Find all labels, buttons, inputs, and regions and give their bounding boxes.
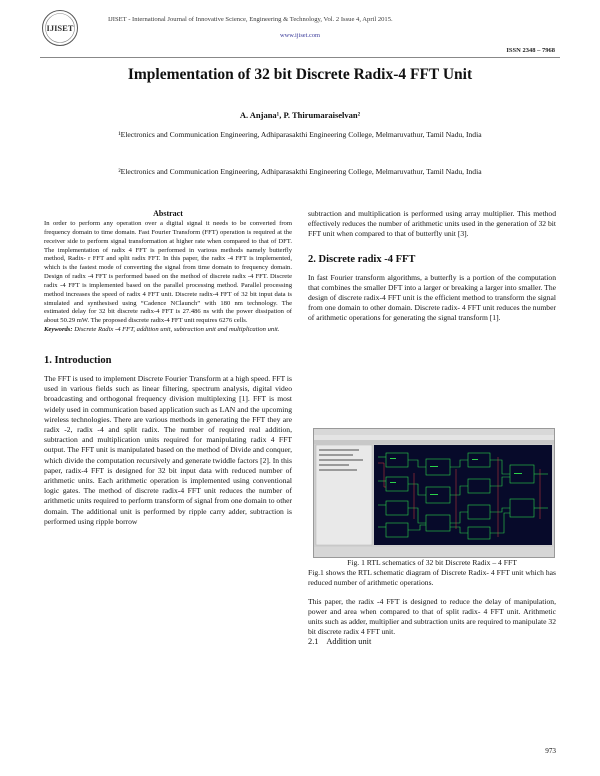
- intro-heading: 1. Introduction: [44, 354, 112, 366]
- abstract-text: In order to perform any operation over a digital signal it needs to be converted from frequency domain to time domain. Fast Fourier Transform (FFT) operation is required at the receiver side to perform signal transformation at higher rate when compared to that of DFT. The implementation of radix 4 FFT is performed in various methods namely butterfly method, Radix- r FFT and split radix FFT. In this paper, the radix -4 FFT is implemented, which is the fastest mode of converting the signal from time domain to frequency domain. Design of radix -4 FFT is performed based on the method of discrete radix -4 FFT. Discrete radix -4 FFT is implemented based on the parallel processing method. Parallel processing method increases the speed of radix 4 FFT unit. Discrete radix-4 FFT of 32 bit input data is simulated and synthesised using “Cadence NClaunch” with 180 nm technology. The estimated delay for 32 bit discrete radix-4 FFT is 27.486 ns with the power dissipation of about 50.29 mW. The proposed discrete radix-4 FFT unit requires 6276 cells.: [44, 220, 292, 325]
- intro-continued: subtraction and multiplication is performed using array multiplier. This method effectively reduces the number of arithmetic units used in the generation of 32 bit FFT unit when compared to that of butterfly unit [3].: [308, 209, 556, 239]
- affiliation-1: ¹Electronics and Communication Engineering, Adhiparasakthi Engineering College, Melmaruvathur, Tamil Nadu, India: [118, 130, 482, 139]
- section2-text: In fast Fourier transform algorithms, a butterfly is a portion of the computation that combines the smaller DFT into a larger or breaking a larger into smaller. The design of discrete radix-4 FFT unit is the efficient method to transform the signal from one domain to other domain. Discrete radix- 4 FFT unit reduces the number of arithmetic operations for generating the signal transform [1].: [308, 272, 556, 323]
- affiliation-2: ²Electronics and Communication Engineering, Adhiparasakthi Engineering College, Melmaruvathur, Tamil Nadu, India: [118, 167, 482, 176]
- paper-title: Implementation of 32 bit Discrete Radix-4 FFT Unit: [127, 66, 473, 83]
- figure-description: Fig.1 shows the RTL schematic diagram of Discrete Radix- 4 FFT unit which has reduced number of arithmetic operations.: [308, 568, 556, 588]
- page-number: 973: [545, 747, 556, 755]
- left-column: [44, 209, 292, 527]
- figure-caption: Fig. 1 RTL schematics of 32 bit Discrete Radix – 4 FFT: [347, 558, 517, 567]
- addition-unit-heading: 2.1 Addition unit: [308, 637, 372, 647]
- journal-logo: [41, 9, 79, 47]
- rtl-schematic-figure: [313, 428, 555, 558]
- journal-url[interactable]: www.ijiset.com: [279, 32, 321, 39]
- keywords: [44, 326, 292, 335]
- keywords-text: Discrete Radix -4 FFT, addition unit, subtraction unit and multiplication unit.: [72, 326, 280, 334]
- header-rule: [40, 57, 560, 58]
- journal-line: IJISET - International Journal of Innovative Science, Engineering & Technology, Vol. 2 Issue 4, April 2015.: [108, 16, 393, 23]
- authors: A. Anjana¹, P. Thirumaraiselvan²: [239, 110, 361, 120]
- intro-text: The FFT is used to implement Discrete Fourier Transform at a high speed. FFT is used in various fields such as linear filtering, spectrum analysis, digital video broadcasting and orthogonal frequency division multiplexing [1]. FFT is most widely used in communication based application such as LAN and the upcoming wireless technologies. There are various methods in generating the FFT they are radix -2, radix -4 and split radix. The number of required real addition, subtraction and multiplication units required for manipulating radix 4 FFT output. The FFT unit is manipulated based on the method of Divide and conquer, which divide the computation recursively and generate twiddle factors [2]. In this paper, radix-4 FFT is designed for 32 bit input data with reduced number of arithmetic units. Each arithmetic operation is implemented using conventional logic gates. The method of discrete radix-4 FFT unit reduces the number of arithmetic units required to perform transform of signal from one domain to other domain. The additional unit is performed by ripple carry adder, subtraction is performed using ripple borrow: [44, 373, 292, 526]
- figure-caption-block: [308, 558, 556, 648]
- logo-text: IJISET: [46, 23, 74, 33]
- section2-para2: This paper, the radix -4 FFT is designed to reduce the delay of manipulation, power and area when compared to that of split radix- 4 FFT unit. Arithmetic units such as adder, multiplier and subtraction units are required to manipulate 32 bit discrete radix 4 FFT unit.: [308, 596, 556, 637]
- section2-heading: 2. Discrete radix -4 FFT: [308, 253, 416, 265]
- right-column: [308, 209, 556, 324]
- abstract-heading: Abstract: [153, 209, 183, 218]
- keywords-label: Keywords:: [44, 326, 73, 334]
- issn: ISSN 2348 – 7968: [506, 47, 555, 54]
- rtl-schematic-image: [314, 429, 554, 557]
